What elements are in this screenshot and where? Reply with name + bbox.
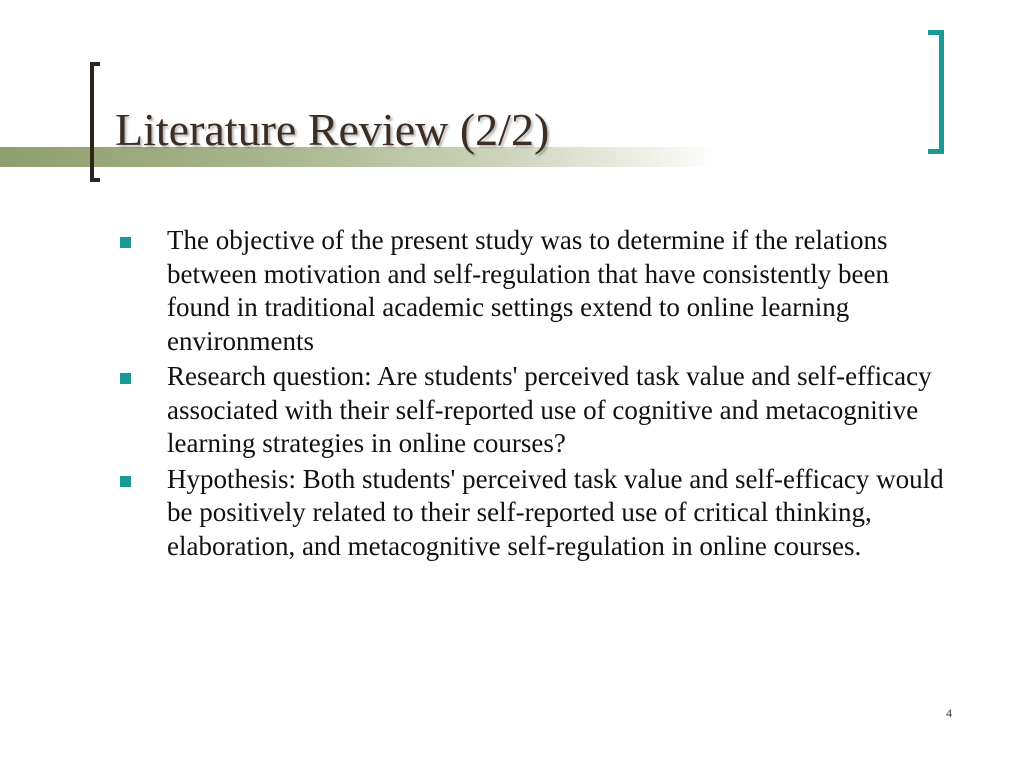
- square-bullet-icon: [120, 373, 131, 384]
- bullet-list: [118, 224, 958, 565]
- bullet-item-research-question: [118, 360, 958, 461]
- square-bullet-icon: [120, 237, 131, 248]
- right-bracket-decoration: [928, 30, 944, 154]
- bullet-item-objective: [118, 224, 958, 358]
- bullet-text: Hypothesis: Both students' perceived task value and self-efficacy would be positively related to their self-reported use of critical thinking, elaboration, and metacognitive self-regulation in online courses.: [167, 463, 944, 561]
- slide-title: Literature Review (2/2): [115, 104, 550, 155]
- bullet-text: Research question: Are students' perceived task value and self-efficacy associated with their self-reported use of cognitive and metacognitive learning strategies in online courses?: [167, 361, 932, 458]
- bullet-text: The objective of the present study was to determine if the relations between motivation and self-regulation that have consistently been found in traditional academic settings extend to online learning environments: [167, 225, 890, 356]
- page-number: 4: [946, 706, 952, 720]
- square-bullet-icon: [120, 476, 131, 487]
- left-bracket-decoration: [90, 62, 100, 182]
- bullet-item-hypothesis: [118, 463, 958, 564]
